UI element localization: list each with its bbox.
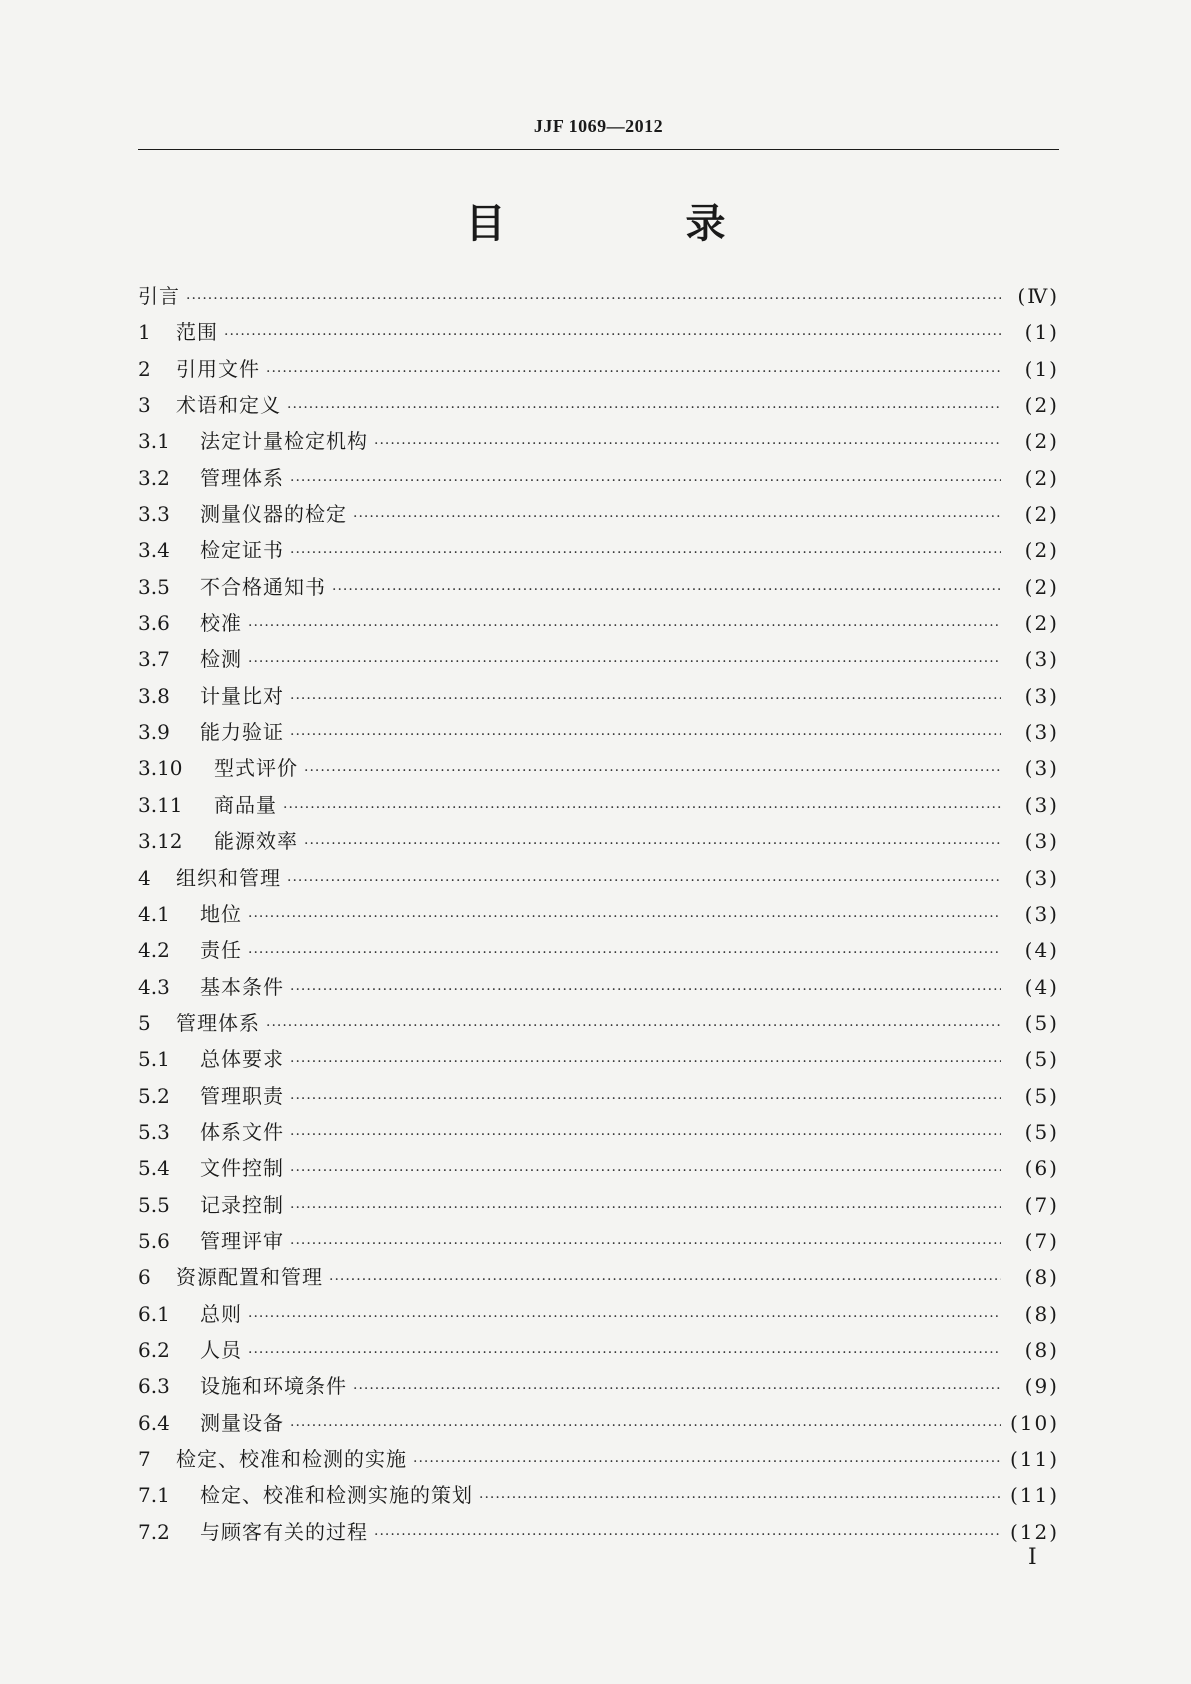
toc-entry-number: 3.4 — [138, 538, 170, 563]
toc-dot-leader — [290, 535, 1001, 568]
toc-entry-number: 5.6 — [138, 1228, 170, 1253]
toc-dot-leader — [290, 1190, 1001, 1223]
toc-entry-label: 人员 — [200, 1337, 242, 1362]
header-rule — [138, 149, 1059, 150]
toc-entry-page: (4) — [1024, 974, 1059, 999]
toc-entry-page: (2) — [1024, 393, 1059, 418]
toc-dot-leader — [304, 826, 1001, 859]
toc-entry-page: (5) — [1024, 1083, 1059, 1108]
toc-entry[interactable] — [138, 1114, 1059, 1150]
toc-entry-page: (2) — [1024, 574, 1059, 599]
toc-dot-leader — [374, 426, 1001, 459]
toc-entry[interactable] — [138, 1005, 1059, 1041]
toc-entry-page: (8) — [1024, 1337, 1059, 1362]
toc-entry-number: 3.10 — [138, 756, 183, 781]
toc-entry-page: (2) — [1024, 611, 1059, 636]
toc-entry-number: 3.11 — [138, 792, 183, 817]
toc-entry[interactable] — [138, 969, 1059, 1005]
toc-dot-leader — [374, 1517, 1001, 1550]
toc-entry-label: 不合格通知书 — [200, 574, 326, 599]
toc-entry-label: 组织和管理 — [176, 865, 281, 890]
toc-entry-page: (3) — [1024, 901, 1059, 926]
toc-entry-label: 地位 — [200, 901, 242, 926]
toc-entry-label: 资源配置和管理 — [176, 1265, 323, 1290]
toc-entry-number: 3.5 — [138, 574, 170, 599]
toc-entry-number: 5.4 — [138, 1156, 170, 1181]
toc-entry-number: 6.4 — [138, 1410, 170, 1435]
toc-entry-page: (11) — [1009, 1447, 1059, 1471]
toc-entry[interactable] — [138, 569, 1059, 605]
toc-entry-number: 5.3 — [138, 1119, 170, 1144]
toc-entry-label: 管理体系 — [176, 1010, 260, 1035]
toc-dot-leader — [186, 281, 1001, 314]
toc-entry-number: 6.3 — [138, 1374, 170, 1399]
toc-entry-page: (7) — [1024, 1228, 1059, 1253]
toc-entry-page: (2) — [1024, 502, 1059, 527]
toc-dot-leader — [248, 1299, 1001, 1332]
toc-entry[interactable] — [138, 641, 1059, 677]
toc-entry-label: 引言 — [138, 284, 180, 308]
toc-entry-number: 4.1 — [138, 901, 170, 926]
toc-entry-label: 基本条件 — [200, 974, 284, 999]
toc-entry-page: (8) — [1024, 1265, 1059, 1290]
toc-entry[interactable] — [138, 1296, 1059, 1332]
toc-dot-leader — [329, 1262, 1001, 1295]
toc-entry-number: 1 — [138, 320, 151, 345]
toc-entry[interactable] — [138, 605, 1059, 641]
toc-entry-page: (3) — [1024, 647, 1059, 672]
toc-entry-page: (5) — [1024, 1047, 1059, 1072]
toc-entry-page: (5) — [1024, 1010, 1059, 1035]
toc-entry-label: 文件控制 — [200, 1156, 284, 1181]
toc-entry-label: 能力验证 — [200, 720, 284, 745]
toc-entry-page: (4) — [1024, 938, 1059, 963]
toc-entry[interactable] — [138, 351, 1059, 387]
toc-dot-leader — [290, 1153, 1001, 1186]
toc-entry-number: 3 — [138, 393, 151, 418]
toc-entry-number: 4.2 — [138, 938, 170, 963]
toc-dot-leader — [290, 681, 1001, 714]
toc-entry[interactable] — [138, 1187, 1059, 1223]
toc-dot-leader — [248, 608, 1001, 641]
toc-entry-number: 5.2 — [138, 1083, 170, 1108]
toc-entry-page: (2) — [1024, 429, 1059, 454]
toc-entry[interactable] — [138, 1368, 1059, 1404]
toc-dot-leader — [248, 1335, 1001, 1368]
toc-dot-leader — [353, 499, 1001, 532]
toc-entry-label: 设施和环境条件 — [200, 1374, 347, 1399]
toc-entry-page: (3) — [1024, 865, 1059, 890]
toc-entry[interactable] — [138, 896, 1059, 932]
toc-entry[interactable] — [138, 423, 1059, 459]
toc-entry-label: 与顾客有关的过程 — [200, 1519, 368, 1544]
toc-entry-page: (Ⅳ) — [1017, 284, 1059, 308]
toc-entry-label: 校准 — [200, 611, 242, 636]
toc-entry-number: 7.1 — [138, 1483, 170, 1508]
toc-entry-page: (8) — [1024, 1301, 1059, 1326]
toc-dot-leader — [266, 1008, 1001, 1041]
toc-dot-leader — [304, 753, 1001, 786]
toc-entry-number: 4 — [138, 865, 151, 890]
toc-entry-number: 2 — [138, 356, 151, 381]
toc-entry[interactable] — [138, 678, 1059, 714]
toc-entry[interactable] — [138, 750, 1059, 786]
toc-entry-label: 型式评价 — [214, 756, 298, 781]
toc-entry-page: (1) — [1024, 320, 1059, 345]
toc-entry-label: 责任 — [200, 938, 242, 963]
toc-dot-leader — [287, 863, 1001, 896]
toc-entry[interactable] — [138, 1477, 1059, 1513]
toc-dot-leader — [332, 572, 1001, 605]
toc-entry-page: (3) — [1024, 756, 1059, 781]
toc-entry-page: (6) — [1024, 1156, 1059, 1181]
toc-entry[interactable] — [138, 932, 1059, 968]
toc-entry-label: 检定、校准和检测实施的策划 — [200, 1483, 473, 1508]
toc-dot-leader — [290, 717, 1001, 750]
toc-entry-page: (2) — [1024, 538, 1059, 563]
toc-entry-number: 4.3 — [138, 974, 170, 999]
toc-entry-number: 7.2 — [138, 1519, 170, 1544]
toc-entry[interactable] — [138, 1259, 1059, 1295]
toc-entry-label: 体系文件 — [200, 1119, 284, 1144]
toc-entry[interactable] — [138, 278, 1059, 314]
toc-entry-label: 测量设备 — [200, 1410, 284, 1435]
toc-entry-number: 3.7 — [138, 647, 170, 672]
toc-entry-number: 7 — [138, 1447, 151, 1471]
toc-dot-leader — [283, 790, 1001, 823]
toc-entry-number: 3.1 — [138, 429, 170, 454]
toc-entry-page: (2) — [1024, 465, 1059, 490]
toc-entry[interactable] — [138, 1514, 1059, 1550]
toc-dot-leader — [290, 1408, 1001, 1441]
page-title: 目 录 — [465, 201, 796, 247]
toc-dot-leader — [290, 972, 1001, 1005]
page-folio: Ⅰ — [1028, 1544, 1037, 1569]
toc-entry-number: 5 — [138, 1010, 151, 1035]
toc-dot-leader — [290, 1081, 1001, 1114]
toc-entry[interactable] — [138, 714, 1059, 750]
toc-dot-leader — [287, 390, 1001, 423]
toc-entry-page: (5) — [1024, 1119, 1059, 1144]
toc-entry[interactable] — [138, 496, 1059, 532]
toc-entry[interactable] — [138, 787, 1059, 823]
toc-entry-number: 3.9 — [138, 720, 170, 745]
toc-entry-label: 引用文件 — [176, 356, 260, 381]
toc-entry-page: (3) — [1024, 829, 1059, 854]
toc-entry-label: 能源效率 — [214, 829, 298, 854]
toc-entry-page: (1) — [1024, 356, 1059, 381]
toc-entry-page: (10) — [1009, 1410, 1059, 1435]
toc-entry[interactable] — [138, 460, 1059, 496]
toc-entry-page: (3) — [1024, 792, 1059, 817]
toc-entry-label: 记录控制 — [200, 1192, 284, 1217]
toc-entry-page: (3) — [1024, 720, 1059, 745]
toc-entry[interactable] — [138, 1332, 1059, 1368]
toc-dot-leader — [266, 354, 1001, 387]
toc-entry-number: 5.1 — [138, 1047, 170, 1072]
toc-entry-page: (3) — [1024, 683, 1059, 708]
toc-entry-label: 总则 — [200, 1301, 242, 1326]
document-code-header: JJF 1069—2012 — [533, 116, 664, 136]
toc-entry[interactable] — [138, 532, 1059, 568]
toc-entry-number: 3.6 — [138, 611, 170, 636]
toc-entry-number: 6.1 — [138, 1301, 170, 1326]
toc-dot-leader — [353, 1371, 1001, 1404]
table-of-contents — [138, 278, 1059, 1550]
toc-entry-number: 3.12 — [138, 829, 183, 854]
toc-entry-number: 5.5 — [138, 1192, 170, 1217]
toc-dot-leader — [290, 463, 1001, 496]
toc-entry[interactable] — [138, 823, 1059, 859]
toc-entry[interactable] — [138, 1078, 1059, 1114]
toc-dot-leader — [224, 317, 1001, 350]
toc-entry-number: 6.2 — [138, 1337, 170, 1362]
toc-dot-leader — [290, 1117, 1001, 1150]
toc-dot-leader — [248, 935, 1001, 968]
toc-entry-label: 管理职责 — [200, 1083, 284, 1108]
toc-entry[interactable] — [138, 387, 1059, 423]
toc-dot-leader — [290, 1226, 1001, 1259]
toc-dot-leader — [413, 1444, 1001, 1477]
toc-entry-label: 计量比对 — [200, 683, 284, 708]
toc-entry-label: 术语和定义 — [176, 393, 281, 418]
toc-entry[interactable] — [138, 314, 1059, 350]
toc-entry-page: (12) — [1009, 1519, 1059, 1544]
toc-dot-leader — [248, 644, 1001, 677]
toc-entry-label: 范围 — [176, 320, 218, 345]
toc-entry-number: 6 — [138, 1265, 151, 1290]
toc-dot-leader — [290, 1044, 1001, 1077]
toc-entry[interactable] — [138, 1041, 1059, 1077]
toc-entry-label: 商品量 — [214, 792, 277, 817]
toc-entry[interactable] — [138, 1441, 1059, 1477]
toc-entry-page: (7) — [1024, 1192, 1059, 1217]
toc-entry-number: 3.2 — [138, 465, 170, 490]
toc-entry-label: 管理评审 — [200, 1228, 284, 1253]
toc-entry-page: (11) — [1009, 1483, 1059, 1508]
toc-entry-label: 检测 — [200, 647, 242, 672]
toc-entry[interactable] — [138, 1150, 1059, 1186]
toc-entry-page: (9) — [1024, 1374, 1059, 1399]
toc-dot-leader — [248, 899, 1001, 932]
toc-entry-label: 检定、校准和检测的实施 — [176, 1447, 407, 1471]
toc-dot-leader — [479, 1480, 1001, 1513]
toc-entry-label: 总体要求 — [200, 1047, 284, 1072]
toc-entry[interactable] — [138, 1223, 1059, 1259]
toc-entry[interactable] — [138, 860, 1059, 896]
toc-entry-label: 管理体系 — [200, 465, 284, 490]
toc-entry-label: 测量仪器的检定 — [200, 502, 347, 527]
toc-entry-number: 3.3 — [138, 502, 170, 527]
toc-entry-label: 检定证书 — [200, 538, 284, 563]
toc-entry[interactable] — [138, 1405, 1059, 1441]
toc-entry-label: 法定计量检定机构 — [200, 429, 368, 454]
toc-entry-number: 3.8 — [138, 683, 170, 708]
